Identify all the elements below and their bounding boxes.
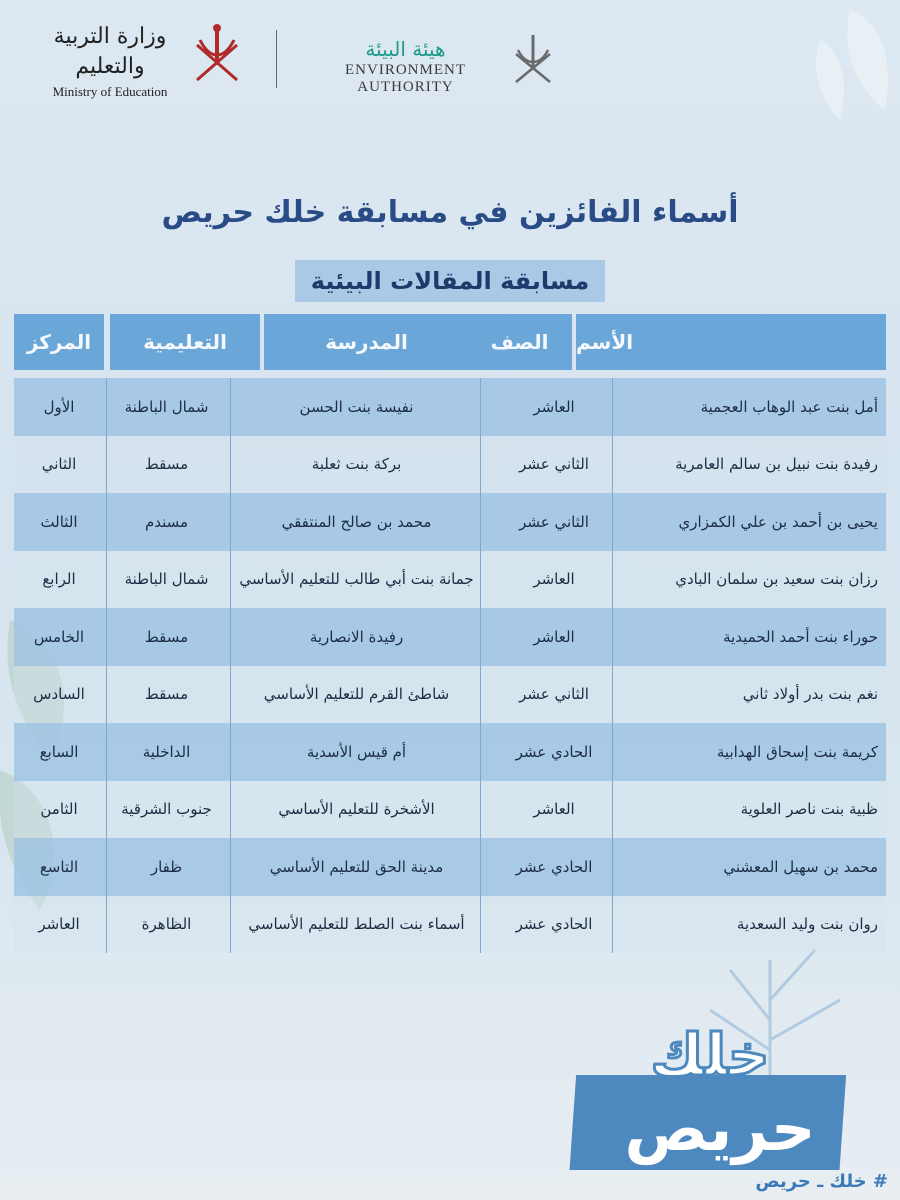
ministry-name-arabic: وزارة التربية والتعليم	[53, 24, 167, 79]
environment-authority-name-english: ENVIRONMENT AUTHORITY	[345, 62, 466, 95]
school-cell: بركة بنت ثعلبة	[311, 455, 402, 474]
table-row	[14, 493, 886, 551]
name-cell: يحيى بن أحمد بن علي الكمزاري	[678, 512, 878, 531]
environment-authority-name-arabic: هيئة البيئة	[365, 37, 446, 61]
header-school: المدرسة	[264, 314, 469, 370]
school-cell: رفيدة الانصارية	[309, 627, 404, 646]
logo-divider	[276, 30, 277, 88]
table-row	[14, 666, 886, 724]
region-cell: شمال الباطنة	[124, 397, 209, 416]
table-row	[14, 896, 886, 954]
rank-cell: الثالث	[40, 512, 78, 531]
grade-cell: الحادي عشر	[515, 915, 593, 934]
rank-cell: الثاني	[41, 455, 77, 474]
table-row	[14, 608, 886, 666]
region-cell: مسندم	[144, 512, 189, 531]
header-rank: المركز	[14, 314, 104, 370]
winners-table	[14, 314, 886, 953]
oman-emblem-small-icon	[508, 30, 558, 100]
table-row	[14, 781, 886, 839]
rank-cell: السابع	[39, 742, 79, 761]
grade-cell: الثاني عشر	[519, 455, 589, 474]
brand-logo-line2: حريص	[624, 1092, 816, 1165]
oman-emblem-icon	[192, 20, 242, 90]
competition-subtitle: مسابقة المقالات البيئية	[295, 260, 605, 302]
grade-cell: العاشر	[533, 570, 575, 589]
rank-cell: الخامس	[33, 627, 85, 646]
region-cell: جنوب الشرقية	[121, 800, 212, 819]
rank-cell: الأول	[43, 397, 75, 416]
grade-cell: الثاني عشر	[519, 685, 589, 704]
region-cell: مسقط	[144, 685, 189, 704]
rank-cell: الرابع	[42, 570, 76, 589]
table-row	[14, 436, 886, 494]
school-cell: شاطئ القرم للتعليم الأساسي	[263, 685, 450, 704]
header-name: الأسم	[576, 314, 886, 370]
ministry-name-english: Ministry of Education	[52, 84, 168, 99]
header-region: التعليمية	[110, 314, 260, 370]
name-cell: كريمة بنت إسحاق الهدابية	[716, 742, 878, 761]
table-row	[14, 551, 886, 609]
region-cell: مسقط	[144, 627, 189, 646]
page-title: أسماء الفائزين في مسابقة خلك حريص	[161, 195, 739, 230]
grade-cell: الثاني عشر	[519, 512, 589, 531]
column-divider	[480, 378, 481, 953]
environment-authority-logo	[298, 36, 513, 96]
grade-cell: العاشر	[533, 800, 575, 819]
brand-logo-line1: خلك	[650, 1021, 770, 1089]
name-cell: أمل بنت عبد الوهاب العجمية	[700, 397, 878, 416]
name-cell: نغم بنت بدر أولاد ثاني	[742, 685, 878, 704]
table-header	[14, 314, 886, 370]
column-divider	[612, 378, 613, 953]
region-cell: الظاهرة	[141, 915, 192, 934]
name-cell: رزان بنت سعيد بن سلمان البادي	[675, 570, 878, 589]
grade-cell: العاشر	[533, 397, 575, 416]
region-cell: ظفار	[150, 857, 183, 876]
name-cell: ظبية بنت ناصر العلوية	[740, 800, 878, 819]
brand-hashtag: # خلك ـ حريص	[755, 1171, 888, 1192]
table-row	[14, 723, 886, 781]
school-cell: أسماء بنت الصلط للتعليم الأساسي	[248, 915, 465, 934]
column-divider	[106, 378, 107, 953]
grade-cell: الحادي عشر	[515, 857, 593, 876]
grade-cell: الحادي عشر	[515, 742, 593, 761]
header-grade: الصف	[467, 314, 572, 370]
table-row	[14, 378, 886, 436]
school-cell: نفيسة بنت الحسن	[299, 397, 414, 416]
region-cell: شمال الباطنة	[124, 570, 209, 589]
school-cell: مدينة الحق للتعليم الأساسي	[269, 857, 444, 876]
table-body	[14, 378, 886, 953]
name-cell: رفيدة بنت نبيل بن سالم العامرية	[675, 455, 878, 474]
column-divider	[230, 378, 231, 953]
name-cell: روان بنت وليد السعدية	[736, 915, 878, 934]
school-cell: أم قيس الأسدية	[306, 742, 407, 761]
rank-cell: التاسع	[39, 857, 79, 876]
name-cell: محمد بن سهيل المعشني	[723, 857, 878, 876]
region-cell: مسقط	[144, 455, 189, 474]
khallik-harees-brand-logo	[560, 1020, 850, 1170]
name-cell: حوراء بنت أحمد الحميدية	[723, 627, 878, 646]
school-cell: محمد بن صالح المنتفقي	[281, 512, 432, 531]
region-cell: الداخلية	[142, 742, 191, 761]
ministry-of-education-logo	[30, 22, 190, 99]
rank-cell: الثامن	[40, 800, 78, 819]
rank-cell: السادس	[33, 685, 85, 704]
leaf-decoration-top-right	[790, 0, 900, 130]
grade-cell: العاشر	[533, 627, 575, 646]
table-row	[14, 838, 886, 896]
school-cell: جمانة بنت أبي طالب للتعليم الأساسي	[239, 570, 474, 589]
rank-cell: العاشر	[38, 915, 80, 934]
school-cell: الأشخرة للتعليم الأساسي	[278, 800, 435, 819]
